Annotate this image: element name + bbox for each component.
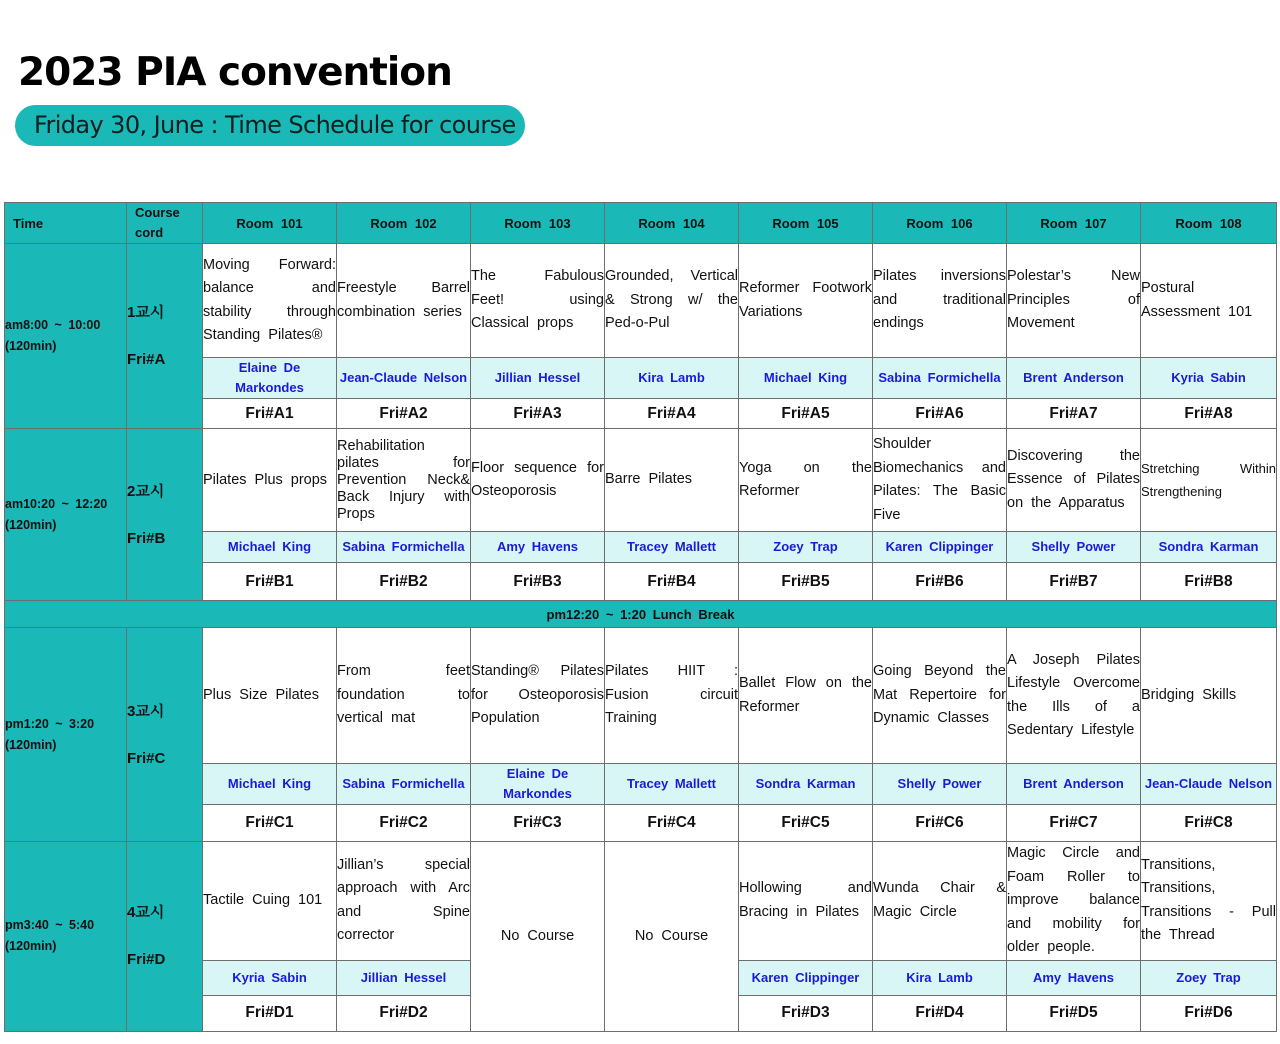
instructor-name: Sondra Karman [1141,532,1277,563]
instructor-name: Tracey Mallett [605,764,739,805]
course-code: Fri#A1 [203,399,337,429]
instructor-name: Kyria Sabin [203,960,337,995]
time-slot [5,628,127,842]
duration: (120min) [5,517,57,532]
header-room-106: Room 106 [873,203,1007,244]
course-code: Fri#C7 [1007,805,1141,842]
course-code: Fri#B6 [873,563,1007,601]
course-title: Pilates Plus props [203,429,337,532]
course-code: Fri#C3 [471,805,605,842]
instructor-name: Brent Anderson [1007,764,1141,805]
course-code: Fri#A8 [1141,399,1277,429]
time-range: am10:20 ~ 12:20 [5,496,108,511]
course-code: Fri#A6 [873,399,1007,429]
course-title: Tactile Cuing 101 [203,842,337,961]
period-label: 4교시 [127,904,165,922]
header-room-108: Room 108 [1141,203,1277,244]
schedule-table [4,202,1277,1032]
course-title: Plus Size Pilates [203,628,337,764]
course-title: Transitions, Transitions, Transitions - Pull the Thread [1141,842,1277,961]
duration: (120min) [5,939,57,954]
instructor-name: Elaine De Markondes [203,358,337,399]
time-range: am8:00 ~ 10:00 [5,318,101,332]
no-course-room-103: No Course [471,842,605,1032]
instructor-name: Amy Havens [1007,960,1141,995]
course-code: Fri#D4 [873,995,1007,1031]
instructor-name: Sabina Formichella [873,358,1007,399]
course-code: Fri#C1 [203,805,337,842]
course-cord [127,628,203,842]
course-title: From feet foundation to vertical mat [337,628,471,764]
course-title: Wunda Chair & Magic Circle [873,842,1007,961]
course-title: Freestyle Barrel combination series [337,244,471,358]
cord-label: Fri#B [127,529,166,547]
course-code: Fri#B1 [203,563,337,601]
course-title: Moving Forward: balance and stability through Standing Pilates® [203,244,337,358]
instructor-name: Sabina Formichella [337,532,471,563]
course-cord [127,244,203,429]
course-code: Fri#C6 [873,805,1007,842]
instructor-name: Shelly Power [1007,532,1141,563]
course-title: A Joseph Pilates Lifestyle Overcome the Ills of a Sedentary Lifestyle [1007,628,1141,764]
course-title: Yoga on the Reformer [739,429,873,532]
instructor-name: Karen Clippinger [873,532,1007,563]
course-cord [127,429,203,601]
course-code: Fri#C5 [739,805,873,842]
instructor-name: Kira Lamb [873,960,1007,995]
course-code: Fri#B3 [471,563,605,601]
instructor-name: Amy Havens [471,532,605,563]
course-code: Fri#B7 [1007,563,1141,601]
table-row [5,628,1277,764]
course-cord [127,842,203,1032]
instructor-name: Jean-Claude Nelson [337,358,471,399]
header-row [5,203,1277,244]
instructor-name: Zoey Trap [739,532,873,563]
instructor-name: Michael King [203,764,337,805]
course-code: Fri#B5 [739,563,873,601]
duration: (120min) [5,339,57,353]
course-code: Fri#D2 [337,995,471,1031]
no-course-room-104: No Course [605,842,739,1032]
header-time: Time [5,203,127,244]
period-label: 3교시 [127,702,165,720]
header-room-101: Room 101 [203,203,337,244]
instructor-name: Kira Lamb [605,358,739,399]
course-code: Fri#B4 [605,563,739,601]
course-code: Fri#D5 [1007,995,1141,1031]
instructor-name: Zoey Trap [1141,960,1277,995]
course-title: Discovering the Essence of Pilates on the Apparatus [1007,429,1141,532]
instructor-name: Tracey Mallett [605,532,739,563]
page-title: 2023 PIA convention [18,50,452,95]
course-title: Ballet Flow on the Reformer [739,628,873,764]
time-slot [5,244,127,429]
course-code: Fri#B2 [337,563,471,601]
time-range: pm3:40 ~ 5:40 [5,918,95,933]
table-row [5,429,1277,532]
period-label: 1교시 [127,304,165,321]
time-slot [5,429,127,601]
course-title: Pilates inversions and traditional endings [873,244,1007,358]
cord-label: Fri#C [127,749,166,767]
period-label: 2교시 [127,482,165,500]
course-title: Reformer Footwork Variations [739,244,873,358]
course-title: Bridging Skills [1141,628,1277,764]
instructor-name: Jillian Hessel [337,960,471,995]
cord-label: Fri#D [127,951,166,969]
course-title: Magic Circle and Foam Roller to improve balance and mobility for older people. [1007,842,1141,961]
table-row [5,244,1277,358]
course-title: Pilates HIIT : Fusion circuit Training [605,628,739,764]
course-title: Stretching Within Strengthening [1141,429,1277,532]
course-code: Fri#A4 [605,399,739,429]
course-title: Hollowing and Bracing in Pilates [739,842,873,961]
course-code: Fri#A2 [337,399,471,429]
course-code: Fri#A3 [471,399,605,429]
course-title: Grounded, Vertical & Strong w/ the Ped-o-Pul [605,244,739,358]
instructor-name: Michael King [739,358,873,399]
schedule-subtitle-badge: Friday 30, June : Time Schedule for course [15,105,525,146]
header-course-cord: Course cord [127,203,203,244]
course-title: Postural Assessment 101 [1141,244,1277,358]
course-title: Shoulder Biomechanics and Pilates: The Basic Five [873,429,1007,532]
instructor-name: Karen Clippinger [739,960,873,995]
header-room-103: Room 103 [471,203,605,244]
course-title: Jillian’s special approach with Arc and Spine corrector [337,842,471,961]
course-title: Standing® Pilates for Osteoporosis Population [471,628,605,764]
duration: (120min) [5,737,57,752]
instructor-name: Jillian Hessel [471,358,605,399]
instructor-name: Brent Anderson [1007,358,1141,399]
header-room-107: Room 107 [1007,203,1141,244]
header-room-104: Room 104 [605,203,739,244]
instructor-name: Sabina Formichella [337,764,471,805]
course-code: Fri#C4 [605,805,739,842]
time-range: pm1:20 ~ 3:20 [5,716,95,731]
lunch-break-label: pm12:20 ~ 1:20 Lunch Break [5,601,1277,628]
course-title: Polestar’s New Principles of Movement [1007,244,1141,358]
instructor-name: Kyria Sabin [1141,358,1277,399]
course-code: Fri#D1 [203,995,337,1031]
table-row [5,842,1277,961]
course-code: Fri#B8 [1141,563,1277,601]
instructor-name: Jean-Claude Nelson [1141,764,1277,805]
header-room-105: Room 105 [739,203,873,244]
course-code: Fri#C8 [1141,805,1277,842]
lunch-row [5,601,1277,628]
instructor-name: Shelly Power [873,764,1007,805]
course-code: Fri#D6 [1141,995,1277,1031]
course-code: Fri#A7 [1007,399,1141,429]
course-code: Fri#C2 [337,805,471,842]
course-title: Rehabilitation pilates for Prevention Neck& Back Injury with Props [337,429,471,532]
cord-label: Fri#A [127,351,166,368]
course-title: The Fabulous Feet! using Classical props [471,244,605,358]
course-title: Going Beyond the Mat Repertoire for Dynamic Classes [873,628,1007,764]
course-title: Barre Pilates [605,429,739,532]
instructor-name: Michael King [203,532,337,563]
time-slot [5,842,127,1032]
course-title: Floor sequence for Osteoporosis [471,429,605,532]
course-code: Fri#D3 [739,995,873,1031]
instructor-name: Elaine De Markondes [471,764,605,805]
instructor-name: Sondra Karman [739,764,873,805]
course-code: Fri#A5 [739,399,873,429]
header-room-102: Room 102 [337,203,471,244]
